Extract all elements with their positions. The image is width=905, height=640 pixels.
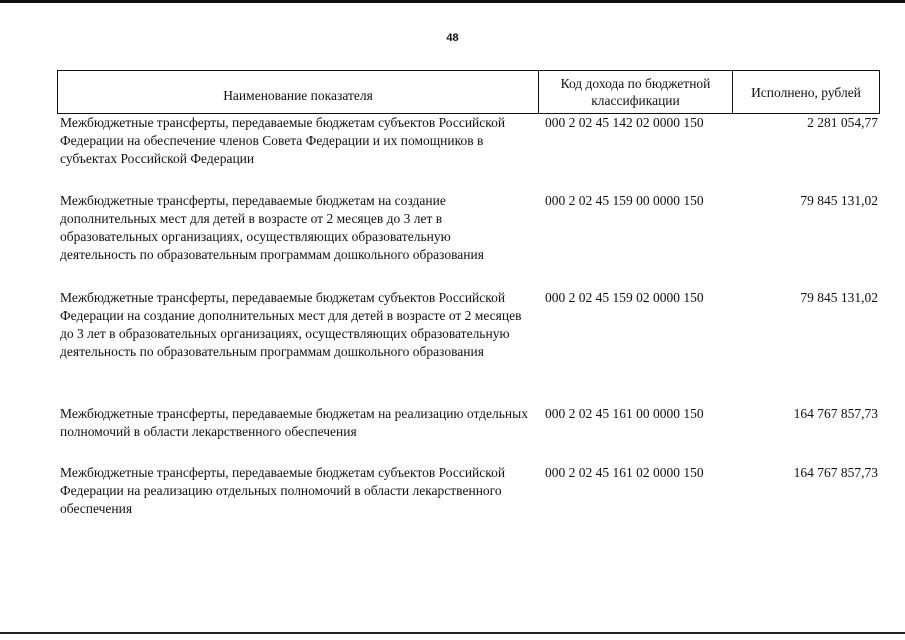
row-executed-amount: 2 281 054,77 (807, 115, 878, 130)
table-header (57, 70, 880, 114)
row-income-code: 000 2 02 45 161 00 0000 150 (545, 406, 704, 421)
row-income-code: 000 2 02 45 161 02 0000 150 (545, 465, 704, 480)
page-number: 48 (446, 32, 459, 44)
row-indicator-name: Межбюджетные трансферты, передаваемые бюджетам субъектов Российской Федерации на реализацию отдельных полномочий в области лекарственного обеспечения (60, 465, 506, 516)
row-indicator-name: Межбюджетные трансферты, передаваемые бюджетам субъектов Российской Федерации на обеспечение членов Совета Федерации и их помощников в субъектах Российской Федерации (60, 115, 506, 166)
row-indicator-name: Межбюджетные трансферты, передаваемые бюджетам субъектов Российской Федерации на создание дополнительных мест для детей в возрасте от 2 месяцев до 3 лет в образовательных организациях, осуществляющих образовательную деятельность по образовательным программам дошкольного образования (60, 290, 522, 359)
row-executed-amount: 79 845 131,02 (800, 290, 878, 305)
header-indicator-name: Наименование показателя (58, 71, 539, 113)
row-income-code: 000 2 02 45 142 02 0000 150 (545, 115, 704, 130)
bottom-border-line (0, 632, 905, 634)
header-executed-amount: Исполнено, рублей (751, 84, 861, 100)
row-executed-amount: 79 845 131,02 (800, 193, 878, 208)
top-border-line (0, 0, 905, 3)
row-income-code: 000 2 02 45 159 02 0000 150 (545, 290, 704, 305)
row-indicator-name: Межбюджетные трансферты, передаваемые бюджетам на реализацию отдельных полномочий в области лекарственного обеспечения (60, 406, 528, 439)
row-indicator-name: Межбюджетные трансферты, передаваемые бюджетам на создание дополнительных мест для детей в возрасте от 2 месяцев до 3 лет в образовательных организациях, осуществляющих образовательную деятельность по образовательным программам дошкольного образования (60, 193, 484, 262)
row-executed-amount: 164 767 857,73 (793, 406, 878, 421)
row-executed-amount: 164 767 857,73 (793, 465, 878, 480)
header-income-code: Код дохода по бюджетной классификации (539, 71, 733, 113)
row-income-code: 000 2 02 45 159 00 0000 150 (545, 193, 704, 208)
